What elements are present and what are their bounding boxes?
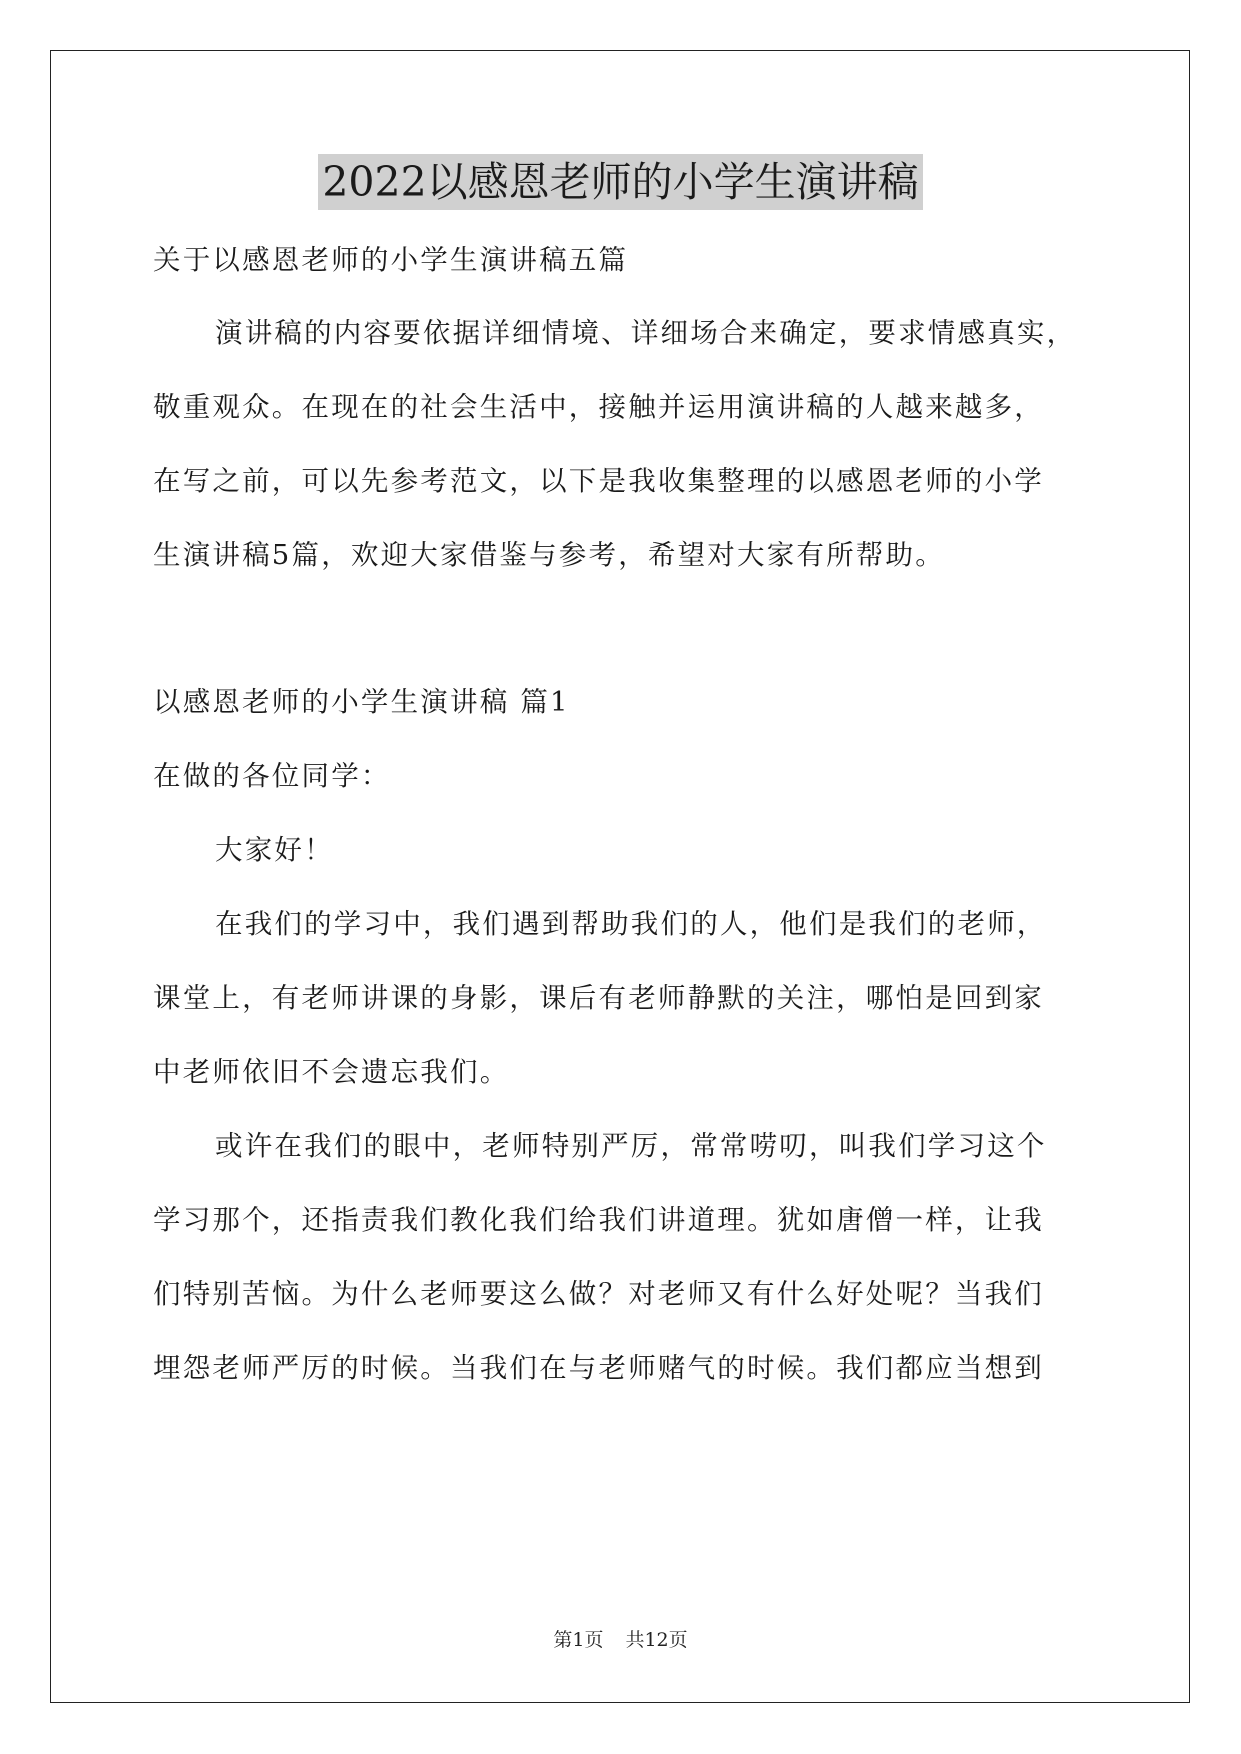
section-heading: 以感恩老师的小学生演讲稿 篇1	[153, 686, 570, 718]
paragraph-line: 在写之前，可以先参考范文，以下是我收集整理的以感恩老师的小学	[153, 465, 1044, 497]
paragraph-line: 课堂上，有老师讲课的身影，课后有老师静默的关注，哪怕是回到家	[153, 982, 1044, 1014]
paragraph-line: 中老师依旧不会遗忘我们。	[153, 1056, 510, 1088]
document-title: 2022以感恩老师的小学生演讲稿	[318, 154, 922, 210]
salutation-line: 在做的各位同学：	[153, 760, 391, 792]
page-footer	[0, 1627, 1241, 1653]
paragraph-line: 生演讲稿5篇，欢迎大家借鉴与参考，希望对大家有所帮助。	[153, 539, 945, 571]
paragraph-line: 们特别苦恼。为什么老师要这么做？对老师又有什么好处呢？当我们	[153, 1278, 1044, 1310]
greeting-line: 大家好！	[215, 834, 334, 866]
subtitle-line: 关于以感恩老师的小学生演讲稿五篇	[153, 244, 629, 276]
paragraph-line: 敬重观众。在现在的社会生活中，接触并运用演讲稿的人越来越多，	[153, 391, 1044, 423]
page-number-total: 共12页	[625, 1629, 688, 1651]
paragraph-line: 埋怨老师严厉的时候。当我们在与老师赌气的时候。我们都应当想到	[153, 1352, 1044, 1384]
paragraph-line: 演讲稿的内容要依据详细情境、详细场合来确定，要求情感真实，	[215, 317, 1077, 349]
paragraph-line: 在我们的学习中，我们遇到帮助我们的人，他们是我们的老师，	[215, 908, 1047, 940]
page-number-current: 第1页	[553, 1629, 604, 1651]
page-frame	[50, 50, 1190, 1703]
title-wrap	[0, 154, 1241, 210]
paragraph-line: 学习那个，还指责我们教化我们给我们讲道理。犹如唐僧一样，让我	[153, 1204, 1044, 1236]
paragraph-line: 或许在我们的眼中，老师特别严厉，常常唠叨，叫我们学习这个	[215, 1130, 1047, 1162]
